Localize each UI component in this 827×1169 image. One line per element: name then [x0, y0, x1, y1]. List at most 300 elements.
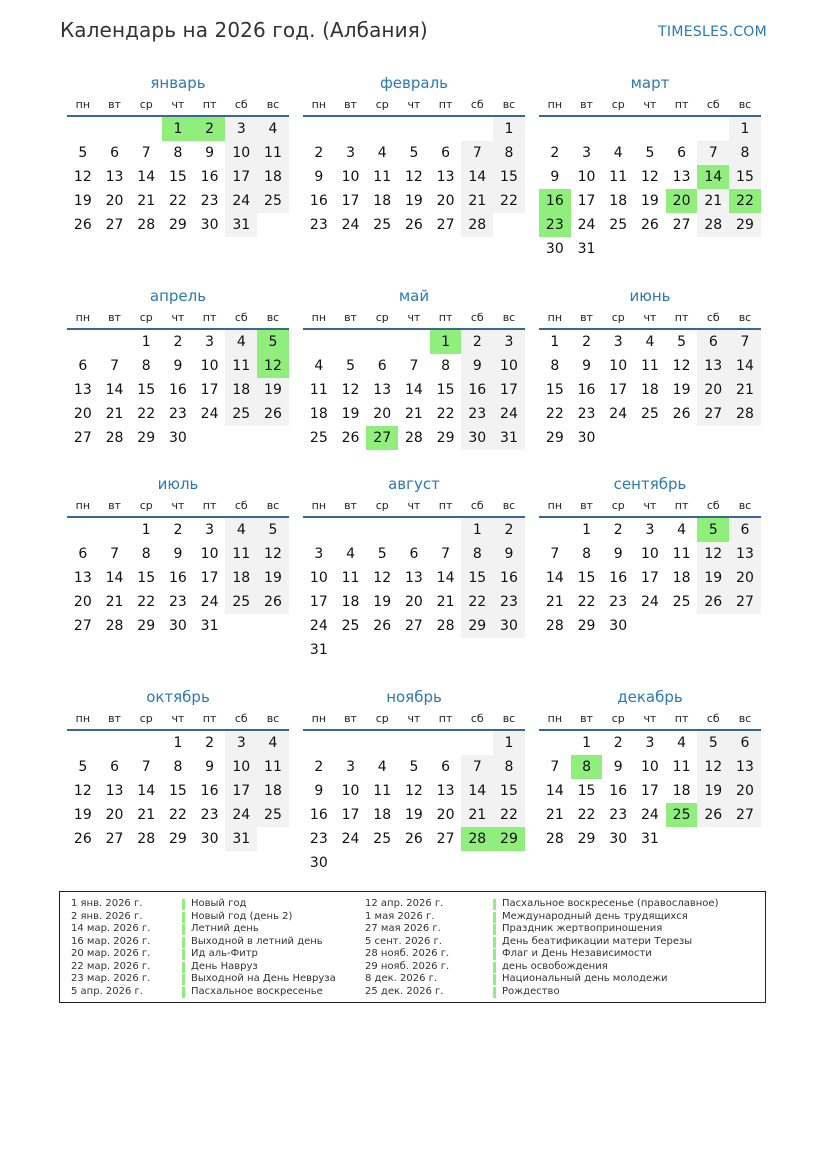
holiday-day: 22: [729, 189, 761, 213]
empty-cell: [571, 117, 603, 141]
weekday-header: [67, 709, 289, 731]
day-cell: 12: [341, 382, 360, 398]
empty-cell: [398, 330, 430, 354]
day-cell: 22: [137, 594, 156, 610]
day-cell: 3: [205, 334, 215, 350]
day-cell: 8: [493, 755, 525, 779]
day-cell: 4: [613, 145, 623, 161]
day-cell: 12: [697, 755, 729, 779]
days-grid: [539, 731, 761, 851]
day-cell: 2: [582, 334, 591, 350]
day-cell: 31: [225, 213, 257, 237]
day-cell: 15: [729, 165, 761, 189]
legend-color-marker: [182, 962, 185, 973]
day-cell: 13: [729, 542, 761, 566]
weekday-label: вс: [502, 98, 516, 111]
empty-cell: [130, 731, 162, 755]
month-name: апрель: [149, 287, 207, 305]
day-cell: 3: [205, 522, 215, 538]
day-cell: 21: [137, 193, 156, 209]
day-cell: 19: [404, 193, 423, 209]
empty-cell: [430, 117, 462, 141]
day-cell: 2: [173, 522, 183, 538]
day-cell: 18: [341, 594, 360, 610]
legend-color-marker: [182, 924, 185, 935]
day-cell: 1: [493, 731, 525, 755]
weekday-label: пн: [311, 98, 327, 111]
day-cell: 19: [257, 566, 289, 590]
day-cell: 23: [609, 594, 628, 610]
day-cell: 15: [577, 570, 596, 586]
day-cell: 19: [697, 779, 729, 803]
day-cell: 15: [577, 783, 596, 799]
day-cell: 29: [577, 831, 596, 847]
day-cell: 29: [461, 614, 493, 638]
legend-date: 29 нояб. 2026 г.: [365, 960, 450, 972]
day-cell: 18: [257, 165, 289, 189]
day-cell: 16: [577, 382, 596, 398]
weekday-label: ср: [611, 98, 625, 111]
legend-color-marker: [182, 937, 185, 948]
legend-date: 16 мар. 2026 г.: [71, 935, 151, 947]
empty-cell: [67, 117, 99, 141]
day-cell: 27: [436, 831, 455, 847]
day-cell: 8: [173, 759, 183, 775]
weekday-label: вс: [738, 499, 752, 512]
day-cell: 15: [493, 165, 525, 189]
day-cell: 24: [640, 594, 659, 610]
weekday-label: вт: [108, 499, 121, 512]
day-cell: 18: [672, 783, 691, 799]
day-cell: 11: [225, 354, 257, 378]
day-cell: 27: [404, 618, 423, 634]
empty-cell: [303, 117, 335, 141]
weekday-label: чт: [171, 311, 185, 324]
day-cell: 5: [377, 546, 387, 562]
holiday-day: 28: [461, 827, 493, 851]
day-cell: 22: [577, 807, 596, 823]
day-cell: 15: [168, 169, 187, 185]
legend-color-marker: [182, 974, 185, 985]
empty-cell: [697, 117, 729, 141]
legend-date: 28 нояб. 2026 г.: [365, 948, 450, 959]
legend-date: 22 мар. 2026 г.: [71, 960, 151, 972]
day-cell: 20: [105, 807, 124, 823]
days-grid: [67, 117, 289, 237]
day-cell: 14: [729, 354, 761, 378]
weekday-label: пн: [547, 311, 563, 324]
day-cell: 8: [441, 358, 451, 374]
month-calendar: [67, 687, 289, 851]
legend-date: 2 янв. 2026 г.: [71, 910, 143, 922]
day-cell: 28: [105, 618, 124, 634]
day-cell: 17: [225, 779, 257, 803]
weekday-label: чт: [643, 499, 657, 512]
day-cell: 8: [582, 546, 591, 562]
weekday-label: чт: [407, 98, 421, 111]
legend-date: 25 дек. 2026 г.: [365, 985, 444, 997]
day-cell: 8: [550, 358, 560, 374]
day-cell: 14: [461, 165, 493, 189]
day-cell: 16: [493, 566, 525, 590]
month-name: декабрь: [617, 688, 683, 706]
day-cell: 7: [409, 358, 419, 374]
legend-date: 12 апр. 2026 г.: [365, 898, 444, 909]
weekday-label: ср: [375, 499, 389, 512]
day-cell: 12: [404, 783, 423, 799]
day-cell: 23: [577, 406, 596, 422]
day-cell: 19: [341, 406, 360, 422]
holiday-day: 20: [666, 189, 698, 213]
weekday-label: вт: [108, 311, 121, 324]
day-cell: 11: [672, 546, 691, 562]
day-cell: 2: [173, 334, 183, 350]
weekday-label: вт: [108, 712, 121, 725]
legend-color-marker: [493, 937, 496, 948]
weekday-label: чт: [407, 712, 421, 725]
day-cell: 12: [257, 542, 289, 566]
day-cell: 24: [225, 803, 257, 827]
weekday-label: чт: [643, 712, 657, 725]
legend-holiday-name: Международный день трудящихся: [502, 910, 688, 922]
weekday-label: пн: [547, 499, 563, 512]
days-grid: [539, 518, 761, 638]
empty-cell: [303, 518, 335, 542]
day-cell: 10: [609, 358, 628, 374]
weekday-header: [303, 496, 525, 518]
day-cell: 2: [493, 518, 525, 542]
empty-cell: [461, 731, 493, 755]
day-cell: 17: [577, 193, 596, 209]
day-cell: 9: [582, 358, 591, 374]
day-cell: 24: [200, 594, 219, 610]
empty-cell: [602, 117, 634, 141]
day-cell: 1: [729, 117, 761, 141]
weekday-label: вт: [344, 499, 357, 512]
day-cell: 8: [141, 358, 151, 374]
legend-color-marker: [182, 899, 185, 910]
weekday-label: сб: [706, 499, 720, 512]
day-cell: 17: [640, 783, 659, 799]
day-cell: 23: [200, 807, 219, 823]
weekday-label: пт: [202, 499, 217, 512]
day-cell: 16: [461, 378, 493, 402]
day-cell: 28: [461, 213, 493, 237]
day-cell: 2: [550, 145, 560, 161]
day-cell: 31: [640, 831, 659, 847]
day-cell: 25: [309, 430, 328, 446]
day-cell: 17: [493, 378, 525, 402]
day-cell: 26: [73, 831, 92, 847]
weekday-label: пт: [674, 98, 689, 111]
empty-cell: [335, 117, 367, 141]
day-cell: 15: [493, 779, 525, 803]
weekday-label: ср: [139, 712, 153, 725]
weekday-label: вс: [266, 712, 280, 725]
weekday-label: пн: [547, 98, 563, 111]
day-cell: 23: [309, 217, 328, 233]
day-cell: 1: [141, 522, 151, 538]
empty-cell: [430, 731, 462, 755]
day-cell: 6: [78, 358, 88, 374]
weekday-header: [303, 709, 525, 731]
day-cell: 10: [640, 546, 659, 562]
day-cell: 21: [436, 594, 455, 610]
day-cell: 11: [672, 759, 691, 775]
day-cell: 12: [73, 169, 92, 185]
day-cell: 25: [640, 406, 659, 422]
legend-holiday-name: Выходной на День Невруза: [191, 973, 336, 984]
legend-holiday-name: Национальный день молодежи: [502, 973, 668, 984]
day-cell: 24: [609, 406, 628, 422]
weekday-header: [67, 496, 289, 518]
day-cell: 14: [545, 783, 564, 799]
day-cell: 9: [550, 169, 560, 185]
day-cell: 12: [672, 358, 691, 374]
holiday-day: 2: [194, 117, 226, 141]
day-cell: 14: [137, 169, 156, 185]
day-cell: 13: [105, 169, 124, 185]
day-cell: 18: [225, 378, 257, 402]
weekday-label: вт: [580, 712, 593, 725]
holiday-day: 25: [666, 803, 698, 827]
day-cell: 16: [309, 193, 328, 209]
day-cell: 8: [461, 542, 493, 566]
empty-cell: [99, 117, 131, 141]
day-cell: 26: [341, 430, 360, 446]
day-cell: 25: [373, 217, 392, 233]
day-cell: 30: [609, 831, 628, 847]
day-cell: 30: [609, 618, 628, 634]
day-cell: 28: [436, 618, 455, 634]
day-cell: 8: [493, 141, 525, 165]
day-cell: 7: [461, 755, 493, 779]
day-cell: 23: [168, 406, 187, 422]
month-calendar: [303, 474, 525, 662]
day-cell: 11: [225, 542, 257, 566]
day-cell: 4: [257, 731, 289, 755]
legend-holiday-name: Летний день: [191, 923, 259, 934]
weekday-header: [67, 308, 289, 330]
day-cell: 26: [640, 217, 659, 233]
day-cell: 23: [493, 590, 525, 614]
day-cell: 24: [577, 217, 596, 233]
day-cell: 27: [73, 430, 92, 446]
day-cell: 14: [436, 570, 455, 586]
day-cell: 4: [225, 330, 257, 354]
day-cell: 5: [677, 334, 687, 350]
day-cell: 27: [729, 590, 761, 614]
month-name: январь: [150, 74, 206, 92]
day-cell: 6: [78, 546, 88, 562]
day-cell: 7: [729, 330, 761, 354]
holiday-legend: [59, 891, 766, 1003]
day-cell: 9: [173, 358, 183, 374]
day-cell: 21: [697, 189, 729, 213]
day-cell: 21: [404, 406, 423, 422]
day-cell: 30: [200, 831, 219, 847]
day-cell: 10: [309, 570, 328, 586]
day-cell: 31: [577, 241, 596, 257]
day-cell: 1: [173, 735, 183, 751]
weekday-header: [539, 95, 761, 117]
day-cell: 14: [137, 783, 156, 799]
day-cell: 7: [697, 141, 729, 165]
empty-cell: [366, 330, 398, 354]
day-cell: 22: [461, 590, 493, 614]
day-cell: 5: [409, 759, 419, 775]
brand-link[interactable]: TIMESLES.COM: [658, 24, 767, 40]
day-cell: 21: [105, 406, 124, 422]
empty-cell: [99, 731, 131, 755]
day-cell: 12: [373, 570, 392, 586]
legend-holiday-name: Выходной в летний день: [191, 935, 323, 947]
day-cell: 8: [729, 141, 761, 165]
day-cell: 18: [373, 193, 392, 209]
day-cell: 17: [225, 165, 257, 189]
legend-color-marker: [493, 974, 496, 985]
holiday-day: 14: [697, 165, 729, 189]
day-cell: 25: [225, 590, 257, 614]
day-cell: 28: [137, 217, 156, 233]
month-calendar: [303, 286, 525, 450]
day-cell: 3: [645, 522, 655, 538]
day-cell: 29: [436, 430, 455, 446]
day-cell: 29: [137, 430, 156, 446]
day-cell: 31: [200, 618, 219, 634]
day-cell: 20: [697, 378, 729, 402]
day-cell: 19: [640, 193, 659, 209]
day-cell: 5: [409, 145, 419, 161]
legend-holiday-name: Ид аль-Фитр: [191, 948, 258, 959]
legend-date: 23 мар. 2026 г.: [71, 973, 151, 984]
holiday-day: 5: [697, 518, 729, 542]
day-cell: 26: [257, 402, 289, 426]
empty-cell: [130, 117, 162, 141]
day-cell: 25: [373, 831, 392, 847]
weekday-label: чт: [171, 98, 185, 111]
day-cell: 28: [697, 213, 729, 237]
day-cell: 6: [441, 759, 451, 775]
weekday-label: пт: [438, 98, 453, 111]
month-calendar: [539, 687, 761, 851]
month-name: ноябрь: [386, 688, 442, 706]
weekday-label: пт: [674, 712, 689, 725]
day-cell: 9: [205, 145, 215, 161]
day-cell: 7: [550, 759, 560, 775]
day-cell: 23: [168, 594, 187, 610]
weekday-label: пт: [438, 311, 453, 324]
weekday-label: сб: [234, 311, 248, 324]
weekday-label: чт: [643, 311, 657, 324]
month-name: сентябрь: [613, 475, 687, 493]
day-cell: 16: [609, 783, 628, 799]
weekday-header: [539, 496, 761, 518]
day-cell: 11: [609, 169, 628, 185]
day-cell: 10: [493, 354, 525, 378]
day-cell: 1: [582, 522, 591, 538]
empty-cell: [398, 117, 430, 141]
legend-holiday-name: День Навруз: [191, 960, 258, 972]
day-cell: 25: [257, 189, 289, 213]
weekday-label: вс: [502, 499, 516, 512]
weekday-label: чт: [407, 311, 421, 324]
day-cell: 28: [404, 430, 423, 446]
day-cell: 18: [309, 406, 328, 422]
day-cell: 6: [409, 546, 419, 562]
empty-cell: [303, 330, 335, 354]
weekday-label: вт: [344, 311, 357, 324]
day-cell: 26: [697, 590, 729, 614]
weekday-label: пн: [311, 712, 327, 725]
weekday-label: чт: [171, 712, 185, 725]
month-name: октябрь: [146, 688, 210, 706]
day-cell: 13: [729, 755, 761, 779]
weekday-label: сб: [706, 712, 720, 725]
day-cell: 11: [341, 570, 360, 586]
day-cell: 1: [461, 518, 493, 542]
legend-color-marker: [493, 912, 496, 923]
day-cell: 15: [545, 382, 564, 398]
day-cell: 3: [314, 546, 324, 562]
day-cell: 16: [168, 382, 187, 398]
day-cell: 11: [309, 382, 328, 398]
day-cell: 12: [640, 169, 659, 185]
legend-holiday-name: День беатификации матери Терезы: [502, 935, 693, 947]
day-cell: 26: [73, 217, 92, 233]
legend-holiday-name: день освобождения: [502, 960, 608, 972]
holiday-day: 16: [539, 189, 571, 213]
day-cell: 13: [436, 169, 455, 185]
weekday-label: сб: [234, 98, 248, 111]
day-cell: 10: [200, 546, 219, 562]
day-cell: 3: [346, 759, 355, 775]
day-cell: 14: [545, 570, 564, 586]
holiday-day: 8: [571, 755, 603, 779]
day-cell: 26: [373, 618, 392, 634]
day-cell: 17: [341, 807, 360, 823]
day-cell: 25: [341, 618, 360, 634]
days-grid: [67, 731, 289, 851]
day-cell: 2: [205, 735, 215, 751]
legend-holiday-name: Флаг и День Независимости: [502, 948, 652, 959]
weekday-label: вс: [266, 98, 280, 111]
weekday-header: [303, 95, 525, 117]
day-cell: 2: [314, 145, 324, 161]
day-cell: 15: [168, 783, 187, 799]
day-cell: 24: [493, 402, 525, 426]
day-cell: 1: [493, 117, 525, 141]
day-cell: 16: [168, 570, 187, 586]
day-cell: 6: [729, 731, 761, 755]
day-cell: 10: [225, 755, 257, 779]
empty-cell: [461, 117, 493, 141]
day-cell: 28: [137, 831, 156, 847]
day-cell: 30: [168, 430, 187, 446]
legend-color-marker: [493, 924, 496, 935]
weekday-label: пт: [202, 311, 217, 324]
weekday-label: ср: [375, 712, 389, 725]
month-name: июль: [157, 475, 199, 493]
day-cell: 12: [697, 542, 729, 566]
day-cell: 3: [225, 731, 257, 755]
day-cell: 24: [225, 189, 257, 213]
legend-color-marker: [493, 962, 496, 973]
day-cell: 8: [141, 546, 151, 562]
day-cell: 22: [493, 803, 525, 827]
month-calendar: [67, 73, 289, 237]
empty-cell: [67, 731, 99, 755]
